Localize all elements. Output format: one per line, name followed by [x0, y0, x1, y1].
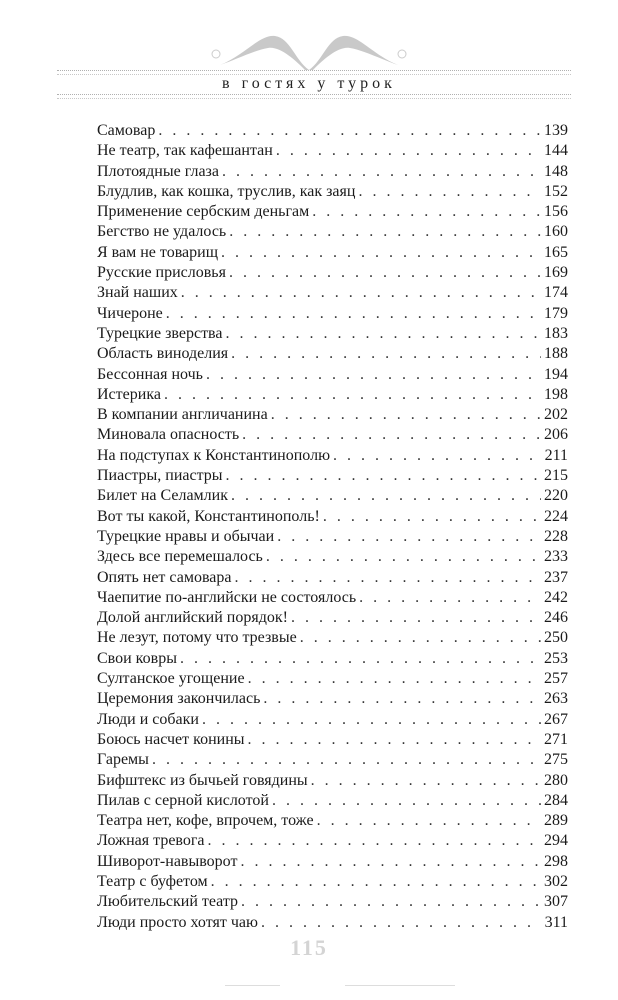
toc-entry [97, 669, 568, 689]
toc-entry [97, 182, 568, 202]
toc-entry-page: 160 [544, 223, 568, 241]
toc-entry-page: 198 [544, 385, 568, 403]
toc-entry [97, 263, 568, 283]
toc-leader-dots [229, 263, 541, 283]
toc-entry [97, 507, 568, 527]
toc-leader-dots [291, 608, 541, 628]
toc-entry-title: Применение сербским деньгам [97, 203, 310, 221]
toc-entry-page: 280 [544, 771, 568, 789]
toc-leader-dots [277, 527, 541, 547]
toc-entry [97, 283, 568, 303]
toc-entry-page: 263 [544, 690, 568, 708]
toc-entry [97, 913, 568, 933]
toc-entry [97, 486, 568, 506]
toc-leader-dots [248, 730, 541, 750]
toc-entry-title: Бифштекс из бычьей говядины [97, 771, 308, 789]
toc-entry-title: Турецкие зверства [97, 324, 223, 342]
toc-leader-dots [152, 750, 541, 770]
toc-leader-dots [158, 121, 541, 141]
toc-leader-dots [333, 446, 542, 466]
toc-leader-dots [229, 222, 541, 242]
toc-entry-page: 156 [544, 203, 568, 221]
toc-entry-title: На подступах к Константинополю [97, 446, 331, 464]
toc-entry [97, 872, 568, 892]
toc-leader-dots [272, 791, 541, 811]
toc-leader-dots [231, 344, 541, 364]
toc-leader-dots [311, 771, 541, 791]
toc-entry-page: 228 [544, 527, 568, 545]
toc-entry-title: Знай наших [97, 284, 178, 302]
toc-entry-title: Бегство не удалось [97, 223, 227, 241]
toc-entry [97, 710, 568, 730]
toc-entry-page: 294 [544, 832, 568, 850]
toc-leader-dots [276, 141, 541, 161]
toc-entry [97, 324, 568, 344]
toc-leader-dots [206, 365, 541, 385]
toc-leader-dots [241, 892, 541, 912]
toc-entry-title: Пилав с серной кислотой [97, 791, 269, 809]
toc-entry-title: Люди просто хотят чаю [97, 913, 258, 931]
toc-entry [97, 344, 568, 364]
toc-entry [97, 141, 568, 161]
toc-entry [97, 689, 568, 709]
toc-leader-dots [221, 243, 541, 263]
toc-leader-dots [166, 304, 541, 324]
toc-entry [97, 202, 568, 222]
toc-leader-dots [312, 202, 541, 222]
toc-entry-title: Не театр, так кафешантан [97, 142, 273, 160]
toc-entry-page: 206 [544, 426, 568, 444]
toc-entry-page: 253 [544, 649, 568, 667]
toc-entry [97, 608, 568, 628]
toc-entry [97, 831, 568, 851]
toc-entry-title: Блудлив, как кошка, труслив, как заяц [97, 182, 356, 200]
toc-entry [97, 730, 568, 750]
toc-entry-title: Бессонная ночь [97, 365, 203, 383]
toc-entry [97, 547, 568, 567]
toc-entry-page: 183 [544, 324, 568, 342]
toc-entry-page: 307 [544, 893, 568, 911]
toc-entry-page: 257 [544, 670, 568, 688]
toc-entry-page: 250 [544, 629, 568, 647]
toc-entry-title: Театра нет, кофе, впрочем, тоже [97, 812, 314, 830]
toc-entry-title: Опять нет самовара [97, 568, 232, 586]
toc-entry [97, 811, 568, 831]
toc-entry-title: Вот ты какой, Константинополь! [97, 507, 320, 525]
toc-entry [97, 446, 568, 466]
toc-entry-page: 144 [544, 142, 568, 160]
toc-leader-dots [164, 385, 541, 405]
toc-entry-title: Пиастры, пиастры [97, 467, 223, 485]
toc-entry-page: 169 [544, 264, 568, 282]
toc-entry-title: Театр с буфетом [97, 872, 208, 890]
toc-entry [97, 892, 568, 912]
toc-entry-title: Свои ковры [97, 649, 177, 667]
toc-entry-title: Долой английский порядок! [97, 609, 288, 627]
footer-rule-right [345, 985, 455, 986]
toc-entry-page: 188 [544, 345, 568, 363]
toc-leader-dots [248, 669, 541, 689]
toc-entry [97, 222, 568, 242]
footer-rule-left [225, 985, 280, 986]
toc-entry-title: Гаремы [97, 751, 149, 769]
toc-entry-title: Люди и собаки [97, 710, 199, 728]
toc-leader-dots [242, 425, 541, 445]
page-footer [0, 935, 618, 961]
toc-leader-dots [208, 831, 541, 851]
toc-entry-title: Билет на Селамлик [97, 487, 228, 505]
toc-entry-page: 271 [544, 730, 568, 748]
toc-entry [97, 588, 568, 608]
toc-entry-page: 202 [544, 406, 568, 424]
toc-leader-dots [266, 547, 541, 567]
toc-entry-title: Церемония закончилась [97, 690, 261, 708]
toc-entry [97, 304, 568, 324]
toc-entry-title: Чаепитие по-английски не состоялось [97, 588, 357, 606]
toc-entry-title: Шиворот-навыворот [97, 852, 238, 870]
toc-leader-dots [358, 182, 541, 202]
toc-entry-page: 246 [544, 609, 568, 627]
toc-leader-dots [261, 913, 542, 933]
toc-entry-title: Самовар [97, 122, 156, 139]
toc-leader-dots [271, 405, 541, 425]
running-title: в гостях у турок [222, 75, 396, 92]
toc-entry [97, 425, 568, 445]
header-ornament-icon [200, 30, 418, 72]
toc-entry [97, 405, 568, 425]
toc-entry-title: Русские присловья [97, 264, 226, 282]
toc-leader-dots [181, 283, 541, 303]
toc-leader-dots [240, 852, 541, 872]
toc-entry-title: Здесь все перемешалось [97, 548, 263, 566]
toc-entry-page: 267 [544, 710, 568, 728]
toc-entry-title: Я вам не товарищ [97, 243, 219, 261]
page-number: 115 [290, 935, 328, 960]
toc-entry [97, 243, 568, 263]
toc-entry-page: 298 [544, 852, 568, 870]
toc-entry-title: Ложная тревога [97, 832, 205, 850]
toc-entry-page: 275 [544, 751, 568, 769]
toc-entry-page: 302 [544, 872, 568, 890]
toc-entry [97, 750, 568, 770]
toc-entry-page: 284 [544, 791, 568, 809]
toc-entry [97, 791, 568, 811]
toc-entry-page: 215 [544, 467, 568, 485]
toc-leader-dots [231, 486, 541, 506]
toc-entry [97, 628, 568, 648]
toc-entry [97, 568, 568, 588]
header-rule-bottom [57, 94, 571, 99]
toc-entry-title: Не лезут, потому что трезвые [97, 629, 297, 647]
toc-entry [97, 466, 568, 486]
toc-entry-title: Турецкие нравы и обычаи [97, 527, 275, 545]
toc-entry [97, 852, 568, 872]
toc-entry-page: 174 [544, 284, 568, 302]
toc-leader-dots [180, 649, 541, 669]
toc-entry-title: Миновала опасность [97, 426, 240, 444]
toc-entry-title: Султанское угощение [97, 670, 245, 688]
toc-entry-page: 242 [544, 588, 568, 606]
toc-entry-page: 311 [544, 913, 568, 931]
toc-entry-page: 194 [544, 365, 568, 383]
toc-entry-title: Чичероне [97, 304, 163, 322]
toc-entry-page: 139 [544, 122, 568, 139]
toc-entry-page: 148 [544, 162, 568, 180]
toc-entry-title: Любительский театр [97, 893, 239, 911]
toc-entry-page: 165 [544, 243, 568, 261]
toc-leader-dots [226, 466, 541, 486]
toc-leader-dots [226, 324, 542, 344]
toc-leader-dots [263, 689, 541, 709]
toc-entry-title: Плотоядные глаза [97, 162, 219, 180]
toc-leader-dots [211, 872, 541, 892]
toc-entry-page: 179 [544, 304, 568, 322]
toc-entry [97, 771, 568, 791]
toc-entry-page: 211 [544, 446, 568, 464]
toc-leader-dots [300, 628, 541, 648]
toc-entry [97, 385, 568, 405]
toc-entry-page: 289 [544, 812, 568, 830]
toc-leader-dots [222, 162, 541, 182]
toc-entry [97, 121, 568, 141]
toc-leader-dots [235, 568, 542, 588]
toc-entry [97, 649, 568, 669]
toc-entry [97, 365, 568, 385]
toc-leader-dots [359, 588, 541, 608]
toc-entry [97, 527, 568, 547]
toc-leader-dots [202, 710, 541, 730]
toc-entry-title: Область виноделия [97, 345, 229, 363]
table-of-contents [97, 121, 568, 933]
toc-entry-title: Истерика [97, 385, 161, 403]
toc-leader-dots [323, 507, 541, 527]
toc-entry-page: 220 [544, 487, 568, 505]
toc-entry-page: 233 [544, 548, 568, 566]
toc-entry-title: Боюсь насчет конины [97, 730, 245, 748]
toc-entry-title: В компании англичанина [97, 406, 268, 424]
toc-leader-dots [317, 811, 541, 831]
toc-entry [97, 162, 568, 182]
toc-entry-page: 237 [544, 568, 568, 586]
toc-entry-page: 224 [544, 507, 568, 525]
toc-entry-page: 152 [544, 182, 568, 200]
